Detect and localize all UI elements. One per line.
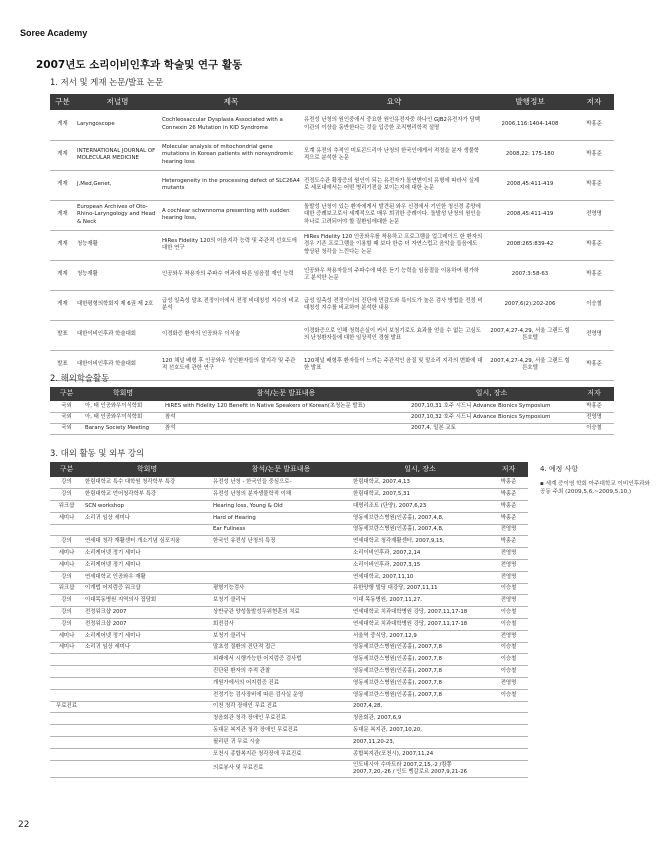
cell-type: 게재 bbox=[50, 140, 75, 170]
cell-content: 한국인 유전성 난청의 특징 bbox=[211, 536, 351, 548]
cell-journal: 대한이비인후과 학술대회 bbox=[75, 320, 160, 350]
cell-author: 박홍준 bbox=[489, 512, 528, 524]
cell-title: A cochlear schwnnoma presenting with sudden hearing loss, bbox=[160, 200, 302, 230]
cell-author: 이승철 bbox=[489, 607, 528, 619]
cell-summary: 유전성 난청의 원인중에서 중요한 원인유전자중 하나인 GJB2유전자가 담백이관의 이상을 동반한다는 것을 입증한 조직병리학적 설명 bbox=[302, 110, 486, 140]
cell-summary: 이경화증으로 인해 청력손실이 커서 보청기로도 효과를 얻을 수 없는 고심도의 난청환자들에 대한 임상적인 경험 발표 bbox=[302, 320, 486, 350]
cell-type bbox=[50, 725, 83, 737]
cell-society bbox=[83, 654, 211, 666]
table-row bbox=[50, 290, 614, 320]
cell-title: Molecular analysis of mitochondrial gene mutations in Korean patients with nonsyndromic hearing loss bbox=[160, 140, 302, 170]
cell-author: 전영명 bbox=[489, 524, 528, 536]
cell-type: 강의 bbox=[50, 595, 83, 607]
cell-date: 종합복지관(포천시), 2007,11,24 bbox=[351, 748, 489, 760]
cell-date: 영동세브란스병원(인종홀), 2007,7,8 bbox=[351, 678, 489, 690]
cell-author: 전영명 bbox=[489, 571, 528, 583]
cell-journal: 청능재활 bbox=[75, 230, 160, 260]
cell-type: 게재 bbox=[50, 260, 75, 290]
planned-events-title: 4. 예정 사항 bbox=[540, 465, 579, 473]
cell-type: 워크샵 bbox=[50, 501, 83, 513]
cell-type: 발표 bbox=[50, 350, 75, 380]
cell-author bbox=[489, 713, 528, 725]
table-row bbox=[50, 654, 528, 666]
cell-journal: 청능재활 bbox=[75, 260, 160, 290]
cell-journal: INTERNATIONAL JOURNAL OF MOLECULAR MEDICINE bbox=[75, 140, 160, 170]
table-row bbox=[50, 110, 614, 140]
cell-author: 박홍준 bbox=[574, 260, 614, 290]
cell-author: 전영명 bbox=[574, 320, 614, 350]
cell-summary: 120채널 배형후 환자들이 느끼는 주관적인 음질 및 말소리 지각의 변화에 대한 발표 bbox=[302, 350, 486, 380]
table-row bbox=[50, 737, 528, 749]
cell-date: 이대 목동병원, 2007,11,27, bbox=[351, 595, 489, 607]
cell-date: 영동세브란스병원(인종홀), 2007,4,8, bbox=[351, 524, 489, 536]
cell-pub: 2008,22: 175-180 bbox=[486, 140, 574, 170]
cell-date: 서울역 중식당, 2007,12,9 bbox=[351, 630, 489, 642]
cell-pub: 2008:265:839-42 bbox=[486, 230, 574, 260]
cell-society: 아, 태 인공와우이식학회 bbox=[83, 401, 163, 412]
cell-society: 연세대학교 인공와우 재활 bbox=[83, 571, 211, 583]
cell-society: 전정워크샵 2007 bbox=[83, 619, 211, 631]
table-row bbox=[50, 560, 528, 572]
table-row bbox=[50, 548, 528, 560]
table-row bbox=[50, 583, 528, 595]
cell-author: 전영명 bbox=[489, 678, 528, 690]
cell-type: 국외 bbox=[50, 423, 83, 434]
cell-type: 게재 bbox=[50, 170, 75, 200]
table-row bbox=[50, 642, 528, 654]
col-header-date: 일시, 장소 bbox=[409, 387, 574, 401]
section2-title: 2. 해외학술활동 bbox=[50, 373, 110, 383]
col-header-date: 일시, 장소 bbox=[351, 462, 489, 477]
cell-pub: 2006,116:1404-1408 bbox=[486, 110, 574, 140]
cell-title: Cochleosaccular Dysplasia Associated with a Connexin 26 Mutation in KID Syndrome bbox=[160, 110, 302, 140]
cell-type: 강의 bbox=[50, 571, 83, 583]
col-header-society: 학회명 bbox=[83, 462, 211, 477]
table-row bbox=[50, 713, 528, 725]
cell-author: 박홍준 bbox=[489, 536, 528, 548]
publications-table-body bbox=[50, 110, 614, 380]
col-header-content: 참석/논문 발표내용 bbox=[211, 462, 351, 477]
cell-content: 보청기 클리닉 bbox=[211, 595, 351, 607]
cell-type bbox=[50, 748, 83, 760]
table-row bbox=[50, 536, 528, 548]
cell-content: 포천시 종합복지관 청각장애 무료진료 bbox=[211, 748, 351, 760]
cell-summary: HiRes Fidelity 120 인공와우를 착용하고 프로그램을 업그레이드 한 환자의 경우 기존 프로그램을 이용할 때 보다 한층 더 자연스럽고 음악을 들음에도 향상된 청각을 느낀다는 논문 bbox=[302, 230, 486, 260]
cell-journal: European Archives of Oto-Rhino-Laryngology and Head & Neck bbox=[75, 200, 160, 230]
cell-pub: 2008,45:411-419 bbox=[486, 170, 574, 200]
cell-type: 게재 bbox=[50, 230, 75, 260]
cell-summary: 급성 일측성 전정이이의 진단에 민감도와 특이도가 높은 검사 방법을 전정 비대칭성 지수를 비교하여 분석한 내용 bbox=[302, 290, 486, 320]
table-row bbox=[50, 230, 614, 260]
brand-header: Soree Academy bbox=[20, 28, 88, 38]
cell-date: 2007,11,20-23, bbox=[351, 737, 489, 749]
cell-date: 유한양행 빌딩 대강당, 2007,11,11 bbox=[351, 583, 489, 595]
cell-date: 2007,4, 일본 교토 bbox=[409, 423, 574, 434]
cell-content: 필리핀 귀 무료 시술 bbox=[211, 737, 351, 749]
cell-author bbox=[489, 737, 528, 749]
cell-society: Barany Society Meeting bbox=[83, 423, 163, 434]
cell-society bbox=[83, 713, 211, 725]
cell-author: 박홍준 bbox=[574, 170, 614, 200]
cell-society: 소리귀 임상 세미나 bbox=[83, 642, 211, 654]
cell-content: 진단된 환자의 추적 관찰 bbox=[211, 666, 351, 678]
cell-author bbox=[489, 760, 528, 778]
cell-title: HiRes Fidelity 120의 어음지각 능력 및 주관적 선호도에 대한 연구 bbox=[160, 230, 302, 260]
cell-summary: 전정도수관 확장증의 원인이 되는 유전자가 돌연변이의 유형에 따라서 실제로 세포내에서는 어떤 병리기전을 보이는지에 대한 논문 bbox=[302, 170, 486, 200]
cell-content: Hearing loss, Young & Old bbox=[211, 501, 351, 513]
cell-type: 워크샵 bbox=[50, 583, 83, 595]
cell-date: 영동세브란스병원(인종홀), 2007,7,8 bbox=[351, 642, 489, 654]
cell-content: Ear Fullness bbox=[211, 524, 351, 536]
cell-society bbox=[83, 524, 211, 536]
cell-type: 세미나 bbox=[50, 642, 83, 654]
cell-author: 박홍준 bbox=[574, 140, 614, 170]
cell-content: 유전성 난청의 분자생물학적 이해 bbox=[211, 489, 351, 501]
cell-content bbox=[211, 548, 351, 560]
cell-type: 국외 bbox=[50, 401, 83, 412]
cell-content: Hard of Hearing bbox=[211, 512, 351, 524]
cell-date: 청음회관, 2007,6,9 bbox=[351, 713, 489, 725]
cell-date: 2007,4,28, bbox=[351, 701, 489, 713]
cell-content: 동대문 복지관 청각 장애인 무료진료 bbox=[211, 725, 351, 737]
cell-date: 2007,10,32 호주 시드니 Advance Bionics Symposium bbox=[409, 412, 574, 423]
cell-author: 전영명 bbox=[489, 560, 528, 572]
col-header-type: 구분 bbox=[50, 387, 83, 401]
col-header-summary: 요약 bbox=[302, 94, 486, 110]
cell-society bbox=[83, 701, 211, 713]
cell-type bbox=[50, 524, 83, 536]
cell-content: 이천 청각 장애인 무료 진료 bbox=[211, 701, 351, 713]
cell-pub: 2007,6(2):202-206 bbox=[486, 290, 574, 320]
table-row bbox=[50, 401, 614, 412]
col-header-author: 저자 bbox=[574, 94, 614, 110]
cell-author: 이승철 bbox=[574, 423, 614, 434]
cell-society bbox=[83, 689, 211, 701]
section3-title: 3. 대외 활동 및 외부 강의 bbox=[50, 448, 145, 458]
cell-type: 무료진료 bbox=[50, 701, 83, 713]
cell-author: 전영명 bbox=[489, 548, 528, 560]
cell-type: 세미나 bbox=[50, 630, 83, 642]
cell-author: 박홍준 bbox=[574, 230, 614, 260]
table-row bbox=[50, 320, 614, 350]
cell-date: 2007,10,31 호주 시드니 Advance Bionics Symposium bbox=[409, 401, 574, 412]
overseas-activities-body bbox=[50, 401, 614, 434]
table-row bbox=[50, 595, 528, 607]
cell-date: 영동세브란스병원(인종홀), 2007,7,8 bbox=[351, 689, 489, 701]
cell-society: 한림대학교 특수 대학원 청각학부 특강 bbox=[83, 477, 211, 489]
cell-type bbox=[50, 666, 83, 678]
table-row bbox=[50, 725, 528, 737]
cell-date: 연세대학교 치과대학병원 강당, 2007,11,17-18 bbox=[351, 607, 489, 619]
cell-date: 인도네시아 수마트라 2007,2,15,-2 /캄쫑 2007,7,20,-26 / 인도 벵갈로르 2007,9,21-26 bbox=[351, 760, 489, 778]
table-row bbox=[50, 607, 528, 619]
cell-content: 참석 bbox=[163, 412, 409, 423]
cell-society: 아, 태 인공와우이식학회 bbox=[83, 412, 163, 423]
external-activities-body bbox=[50, 477, 528, 778]
cell-author bbox=[489, 748, 528, 760]
col-header-title: 제목 bbox=[160, 94, 302, 110]
cell-content bbox=[211, 560, 351, 572]
cell-content: 개원가에서의 어지럼증 진료 bbox=[211, 678, 351, 690]
table-row bbox=[50, 689, 528, 701]
cell-title: 120 채널 배형 후 인공와우 성인환자들의 말지각 및 주관적 선호도에 관한 연구 bbox=[160, 350, 302, 380]
cell-content: 청음회관 청각 장애인 무료진료 bbox=[211, 713, 351, 725]
cell-date: 소리이비인후과, 2007,2,14 bbox=[351, 548, 489, 560]
cell-society: 이대목동병원 지역의사 집담회 bbox=[83, 595, 211, 607]
cell-author: 이승철 bbox=[489, 666, 528, 678]
cell-author bbox=[489, 701, 528, 713]
cell-type bbox=[50, 654, 83, 666]
table-row bbox=[50, 260, 614, 290]
cell-society bbox=[83, 760, 211, 778]
cell-summary: 인공와우 착용자들의 주파수에 따른 듣기 능력을 임음절을 이용하여 평가하고 분석한 논문 bbox=[302, 260, 486, 290]
table-row bbox=[50, 512, 528, 524]
table-row bbox=[50, 170, 614, 200]
cell-type: 강의 bbox=[50, 607, 83, 619]
cell-date: 연세대학교 치과대학병원 강당, 2007,11,17-18 bbox=[351, 619, 489, 631]
cell-type: 국외 bbox=[50, 412, 83, 423]
cell-journal: J,Med,Genet, bbox=[75, 170, 160, 200]
cell-content: 전정기능 검사장비에 따른 검사실 운영 bbox=[211, 689, 351, 701]
cell-content: 보청기 클리닉 bbox=[211, 630, 351, 642]
table-row bbox=[50, 477, 528, 489]
table-row bbox=[50, 501, 528, 513]
cell-society: 연세대 청각 재활센터 개소기념 심포지움 bbox=[83, 536, 211, 548]
overseas-activities-table bbox=[50, 387, 614, 435]
table-row bbox=[50, 619, 528, 631]
col-header-society: 학회명 bbox=[83, 387, 163, 401]
cell-content: 평형기능검사 bbox=[211, 583, 351, 595]
table-row bbox=[50, 701, 528, 713]
cell-author: 전영명 bbox=[489, 630, 528, 642]
cell-author: 이승철 bbox=[489, 619, 528, 631]
page-number: 22 bbox=[18, 820, 30, 830]
table-row bbox=[50, 489, 528, 501]
cell-date: 한림대학교, 2007,4,13 bbox=[351, 477, 489, 489]
cell-author: 이승철 bbox=[489, 583, 528, 595]
cell-society bbox=[83, 725, 211, 737]
cell-author: 박홍준 bbox=[574, 350, 614, 380]
cell-author bbox=[489, 725, 528, 737]
external-activities-table bbox=[50, 462, 528, 778]
page-title: 2007년도 소리이비인후과 학술및 연구 활동 bbox=[36, 59, 243, 71]
cell-content bbox=[211, 571, 351, 583]
col-header-content: 참석/논문 발표내용 bbox=[163, 387, 409, 401]
table-row bbox=[50, 678, 528, 690]
cell-date: 한림대학교, 2007,5,31 bbox=[351, 489, 489, 501]
cell-content: 상반규관 양성돌발성두위현훈의 치료 bbox=[211, 607, 351, 619]
cell-author: 전영명 bbox=[574, 412, 614, 423]
cell-date: 영동세브란스병원(인종홀), 2007,7,8 bbox=[351, 654, 489, 666]
cell-date: 영동세브란스병원(인종홀), 2007,4,8, bbox=[351, 512, 489, 524]
cell-content: 유전성 난청 - 한국인을 중심으로- bbox=[211, 477, 351, 489]
cell-content: 외래에서 시행가능한 어지럼증 검사법 bbox=[211, 654, 351, 666]
cell-title: Heterogeneity in the processing defect of SLC26A4 mutants bbox=[160, 170, 302, 200]
table-row bbox=[50, 140, 614, 170]
table-row bbox=[50, 423, 614, 434]
cell-author: 박홍준 bbox=[489, 489, 528, 501]
cell-journal: Laryngoscope bbox=[75, 110, 160, 140]
cell-society bbox=[83, 748, 211, 760]
table-row bbox=[50, 748, 528, 760]
planned-events-body: ▪ 세계 증이염 학회 아주대학교 이비인후과와 공동 주최 (2009,5,6,~2009,5,10,) bbox=[540, 481, 650, 496]
planned-events-note bbox=[540, 464, 650, 496]
cell-date: 연세대학교 청각재활센터, 2007,9,15, bbox=[351, 536, 489, 548]
cell-pub: 2007,4,27-4,29, 서울 그랜드 힐튼호텔 bbox=[486, 350, 574, 380]
cell-author: 전영명 bbox=[574, 200, 614, 230]
cell-title: 이경화증 환자의 인공와우 이식술 bbox=[160, 320, 302, 350]
cell-content: HiRES with Fidelity 120 Benefit in Native Speakers of Korean(초청논문 발표) bbox=[163, 401, 409, 412]
cell-content: 회전검사 bbox=[211, 619, 351, 631]
col-header-pub: 발행정보 bbox=[486, 94, 574, 110]
cell-society: 소리귀 임상 세미나 bbox=[83, 512, 211, 524]
table-row bbox=[50, 350, 614, 380]
col-header-author: 저자 bbox=[574, 387, 614, 401]
col-header-author: 저자 bbox=[489, 462, 528, 477]
table-row bbox=[50, 524, 528, 536]
col-header-type: 구분 bbox=[50, 462, 83, 477]
col-header-type: 구분 bbox=[50, 94, 75, 110]
table-row bbox=[50, 630, 528, 642]
cell-content: 말초성 질환의 진단적 접근 bbox=[211, 642, 351, 654]
cell-type: 세미나 bbox=[50, 512, 83, 524]
cell-content: 의료봉사 및 무료진료 bbox=[211, 760, 351, 778]
cell-author: 이승철 bbox=[574, 290, 614, 320]
cell-author: 박홍준 bbox=[489, 501, 528, 513]
table-row bbox=[50, 571, 528, 583]
cell-society bbox=[83, 678, 211, 690]
cell-date: 동대문 복지관, 2007,10,20, bbox=[351, 725, 489, 737]
cell-type bbox=[50, 760, 83, 778]
cell-author: 박홍준 bbox=[489, 477, 528, 489]
cell-title: 인공와우 착용자의 주파수 여과에 따른 임음절 재인 능력 bbox=[160, 260, 302, 290]
cell-society: 이개법 어지럼증 워크샵 bbox=[83, 583, 211, 595]
cell-journal: 대한평형의학회지 제 6권 제 2호 bbox=[75, 290, 160, 320]
cell-pub: 2008,45:411-419 bbox=[486, 200, 574, 230]
table-row bbox=[50, 412, 614, 423]
cell-author: 이승철 bbox=[489, 654, 528, 666]
cell-pub: 2007:3:58-63 bbox=[486, 260, 574, 290]
cell-society: 소리케어넷 정기 세미나 bbox=[83, 548, 211, 560]
cell-author: 박홍준 bbox=[574, 401, 614, 412]
cell-type: 게재 bbox=[50, 110, 75, 140]
cell-type: 강의 bbox=[50, 619, 83, 631]
cell-summary: 돌발성 난청이 있는 환자에게서 발견된 와우 신경에서 기인한 청신경 종양에 대한 증례보고로서 세계적으로 매우 희귀한 증례이다. 돌발성 난청의 원인을 하나로 고려되어야 할 질환임에대한 논문 bbox=[302, 200, 486, 230]
cell-type bbox=[50, 678, 83, 690]
cell-society: 소리케어넷 정기 세미나 bbox=[83, 560, 211, 572]
section1-title: 1. 저서 및 게재 논문/발표 논문 bbox=[50, 77, 164, 87]
publications-table bbox=[50, 94, 614, 381]
cell-date: 영동세브란스병원(인종홀), 2007,7,8 bbox=[351, 666, 489, 678]
cell-society: 한림대학교 언어청각학부 특강 bbox=[83, 489, 211, 501]
table-row bbox=[50, 666, 528, 678]
cell-type bbox=[50, 689, 83, 701]
cell-author: 박홍준 bbox=[574, 110, 614, 140]
cell-author: 전영명 bbox=[489, 595, 528, 607]
cell-date: 소리이비인후과, 2007,3,15 bbox=[351, 560, 489, 572]
cell-date: 대명리조트 (단양), 2007,6,23 bbox=[351, 501, 489, 513]
col-header-journal: 저널명 bbox=[75, 94, 160, 110]
cell-type: 강의 bbox=[50, 477, 83, 489]
cell-author: 이승철 bbox=[489, 689, 528, 701]
cell-title: 급성 일측성 말초 전정이이에서 전정 비대칭성 지수의 비교분석 bbox=[160, 290, 302, 320]
cell-type: 게재 bbox=[50, 290, 75, 320]
cell-type: 강의 bbox=[50, 536, 83, 548]
cell-society: SCN workshop bbox=[83, 501, 211, 513]
cell-type: 강의 bbox=[50, 489, 83, 501]
cell-content: 참석 bbox=[163, 423, 409, 434]
cell-type bbox=[50, 713, 83, 725]
cell-type: 세미나 bbox=[50, 560, 83, 572]
cell-society: 소리케어넷 정기 세미나 bbox=[83, 630, 211, 642]
cell-author: 이승철 bbox=[489, 642, 528, 654]
cell-type: 발표 bbox=[50, 320, 75, 350]
cell-summary: 모계 유전의 추적인 미토콘드리아 난청의 한국인에게서 적정을 분자 생물학 적으로 분석한 논문 bbox=[302, 140, 486, 170]
cell-journal: 대한이비인후과 학술대회 bbox=[75, 350, 160, 380]
cell-pub: 2007,4,27-4,29, 서울 그랜드 힐튼호텔 bbox=[486, 320, 574, 350]
cell-date: 연세대학교, 2007,11,10 bbox=[351, 571, 489, 583]
cell-type: 세미나 bbox=[50, 548, 83, 560]
table-row bbox=[50, 200, 614, 230]
cell-type: 게재 bbox=[50, 200, 75, 230]
cell-society bbox=[83, 666, 211, 678]
cell-society bbox=[83, 737, 211, 749]
cell-type bbox=[50, 737, 83, 749]
table-row bbox=[50, 760, 528, 778]
cell-society: 전정워크샵 2007 bbox=[83, 607, 211, 619]
